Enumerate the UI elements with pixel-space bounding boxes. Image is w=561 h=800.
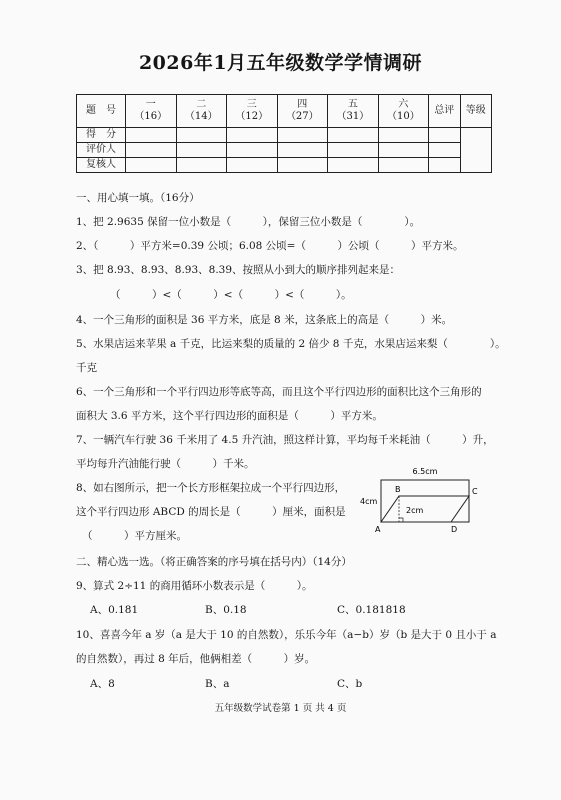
q9-option-b: B、0.18 <box>205 604 247 616</box>
question-9: 9、算式 2÷11 的商用循环小数表示是（ ）。 <box>76 580 313 592</box>
section-2-heading: 二、精心选一选。（将正确答案的序号填在括号内）（14分） <box>76 556 352 568</box>
question-10-continued: 的自然数），再过 8 年后，他俩相差（ ）岁。 <box>76 653 316 665</box>
page-title: 2026年1月五年级数学学情调研 <box>138 52 423 74</box>
score-table-header-row <box>77 95 492 128</box>
score-table <box>76 94 492 173</box>
question-4: 4、一个三角形的面积是 36 平方米，底是 8 米，这条底上的高是（ ）米。 <box>76 314 453 326</box>
vertex-c: C <box>472 487 478 496</box>
q10-option-a: A、8 <box>90 678 115 690</box>
question-8-continued-2: （ ）平方厘米。 <box>82 530 187 542</box>
vertex-a: A <box>375 525 381 534</box>
score-row <box>77 128 492 143</box>
q10-option-b: B、a <box>205 678 230 690</box>
question-1: 1、把 2.9635 保留一位小数是（ ），保留三位小数是（ ）。 <box>76 216 421 228</box>
header-part-6: 六 （10） <box>378 95 429 128</box>
question-3-blanks: （ ）<（ ）<（ ）<（ ）。 <box>110 289 352 301</box>
header-part-1: 一 （16） <box>126 95 177 128</box>
row-label-reviewer: 复核人 <box>77 158 126 173</box>
reviewer-row <box>77 158 492 173</box>
header-part-5: 五 （31） <box>328 95 379 128</box>
question-2: 2、（ ）平方米=0.39 公顷；6.08 公顷=（ ）公顷（ ）平方米。 <box>76 240 464 252</box>
q10-option-c: C、b <box>337 678 363 690</box>
question-6: 6、一个三角形和一个平行四边形等底等高，而且这个平行四边形的面积比这个三角形的 <box>76 386 482 398</box>
page-footer: 五年级数学试卷第 1 页 共 4 页 <box>214 703 347 714</box>
parallelogram-abcd <box>381 496 469 522</box>
question-8-continued: 这个平行四边形 ABCD 的周长是（ ）厘米，面积是 <box>76 506 346 518</box>
label-width: 4cm <box>360 497 378 506</box>
grade-cell <box>460 128 491 173</box>
section-1-heading: 一、用心填一填。（16分） <box>76 192 200 204</box>
question-10: 10、喜喜今年 a 岁（a 是大于 10 的自然数），乐乐今年（a−b）岁（b 是大于 0 且小于 a <box>76 629 497 641</box>
question-5-continued: 千克 <box>76 362 97 374</box>
header-question-no: 题 号 <box>77 95 126 128</box>
row-label-score: 得 分 <box>77 128 126 143</box>
label-height: 2cm <box>406 506 424 515</box>
question-6-continued: 面积大 3.6 平方米，这个平行四边形的面积是（ ）平方米。 <box>76 410 383 422</box>
vertex-b: B <box>395 485 401 494</box>
right-angle-mark <box>399 518 403 522</box>
question-5: 5、水果店运来苹果 a 千克，比运来梨的质量的 2 倍少 8 千克，水果店运来梨（ ）。 <box>76 338 506 350</box>
header-part-2: 二 （14） <box>176 95 227 128</box>
header-total: 总评 <box>429 95 460 128</box>
header-part-4: 四 （27） <box>277 95 328 128</box>
row-label-evaluator: 评价人 <box>77 143 126 158</box>
header-grade: 等级 <box>460 95 491 128</box>
question-7-continued: 平均每升汽油能行驶（ ）千米。 <box>76 458 255 470</box>
vertex-d: D <box>451 525 458 534</box>
label-length: 6.5cm <box>412 467 438 476</box>
question-3: 3、把 8.93、8.93、8.93、8.39、按照从小到大的顺序排列起来是： <box>76 264 401 276</box>
q9-option-a: A、0.181 <box>90 604 139 616</box>
parallelogram-figure <box>358 464 488 544</box>
header-part-3: 三 （12） <box>227 95 278 128</box>
question-8: 8、如右图所示，把一个长方形框架拉成一个平行四边形， <box>76 482 346 494</box>
evaluator-row <box>77 143 492 158</box>
q9-option-c: C、0.181818 <box>337 604 406 616</box>
question-7: 7、一辆汽车行驶 36 千米用了 4.5 升汽油，照这样计算，平均每千米耗油（ ）升， <box>76 434 494 446</box>
